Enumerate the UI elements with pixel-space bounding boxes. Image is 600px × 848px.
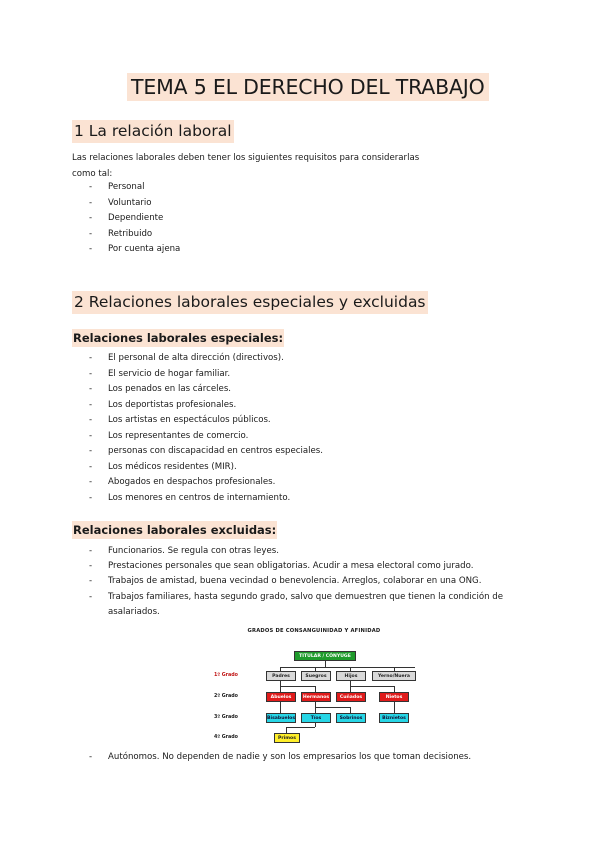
grade1-box: Hijos <box>336 671 366 681</box>
list-item: - El personal de alta dirección (directivos). <box>72 351 532 367</box>
list-item: - Autónomos. No dependen de nadie y son los empresarios los que toman decisiones. <box>72 750 532 766</box>
intro-line-2: como tal: <box>72 169 113 179</box>
list-item: - Los penados en las cárceles. <box>72 382 532 398</box>
requisitos-list <box>72 180 532 258</box>
connector <box>280 686 315 687</box>
list-item: - Funcionarios. Se regula con otras leyes. <box>72 544 532 559</box>
grade3-box: Tíos <box>301 713 331 723</box>
grade1-box: Padres <box>266 671 296 681</box>
intro-line-1: Las relaciones laborales deben tener los siguientes requisitos para considerarlas <box>72 153 420 163</box>
section-1-intro <box>72 150 472 182</box>
connector <box>315 723 316 727</box>
connector <box>280 702 281 713</box>
section-2-heading: 2 Relaciones laborales especiales y excluidas <box>72 291 428 314</box>
connector <box>394 702 395 713</box>
list-item: - Por cuenta ajena <box>72 242 532 258</box>
grade-label: 4º Grado <box>214 735 238 740</box>
list-item: - Trabajos familiares, hasta segundo grado, salvo que demuestren que tienen la condición de asalariados. <box>72 590 532 620</box>
grade2-box: Hermanos <box>301 692 331 702</box>
excluidas-list <box>72 544 532 620</box>
grade2-box: Cuñados <box>336 692 366 702</box>
grade4-box: Primos <box>274 733 300 743</box>
grade1-box: Suegros <box>301 671 331 681</box>
grade2-box: Nietos <box>379 692 409 702</box>
grade-label: 1º Grado <box>214 673 238 678</box>
list-item: - Trabajos de amistad, buena vecindad o benevolencia. Arreglos, colaborar en una ONG. <box>72 574 532 589</box>
grade3-box: Biznietos <box>379 713 409 723</box>
connector <box>350 686 394 687</box>
especiales-list <box>72 351 532 506</box>
list-item: - personas con discapacidad en centros especiales. <box>72 444 532 460</box>
especiales-heading: Relaciones laborales especiales: <box>73 331 284 345</box>
kinship-diagram <box>208 628 420 758</box>
grade1-box: Yerno/Nuera <box>372 671 416 681</box>
grade2-box: Abuelos <box>266 692 296 702</box>
list-item: - Los deportistas profesionales. <box>72 398 532 414</box>
grade-label: 3º Grado <box>214 715 238 720</box>
list-item: - Los representantes de comercio. <box>72 429 532 445</box>
excluidas-heading: Relaciones laborales excluidas: <box>73 523 277 537</box>
document-title: TEMA 5 EL DERECHO DEL TRABAJO <box>127 73 489 101</box>
section-1-heading: 1 La relación laboral <box>72 120 234 143</box>
root-box: TITULAR / CÓNYUGE <box>294 651 356 661</box>
list-item: - Prestaciones personales que sean obligatorias. Acudir a mesa electoral como jurado. <box>72 559 532 574</box>
list-item: - Voluntario <box>72 196 532 212</box>
list-item: - Dependiente <box>72 211 532 227</box>
grade3-box: Sobrinos <box>336 713 366 723</box>
grade-label: 2º Grado <box>214 694 238 699</box>
list-item: - El servicio de hogar familiar. <box>72 367 532 383</box>
grade3-box: Bisabuelos <box>266 713 296 723</box>
list-item: - Abogados en despachos profesionales. <box>72 475 532 491</box>
list-item: - Los médicos residentes (MIR). <box>72 460 532 476</box>
excluidas-list-continued <box>72 750 532 766</box>
diagram-title: GRADOS DE CONSANGUINIDAD Y AFINIDAD <box>247 628 381 634</box>
connector <box>286 727 315 728</box>
list-item: - Retribuido <box>72 227 532 243</box>
list-item: - Los menores en centros de internamiento. <box>72 491 532 507</box>
list-item: - Los artistas en espectáculos públicos. <box>72 413 532 429</box>
list-item: - Personal <box>72 180 532 196</box>
connector <box>315 707 350 708</box>
